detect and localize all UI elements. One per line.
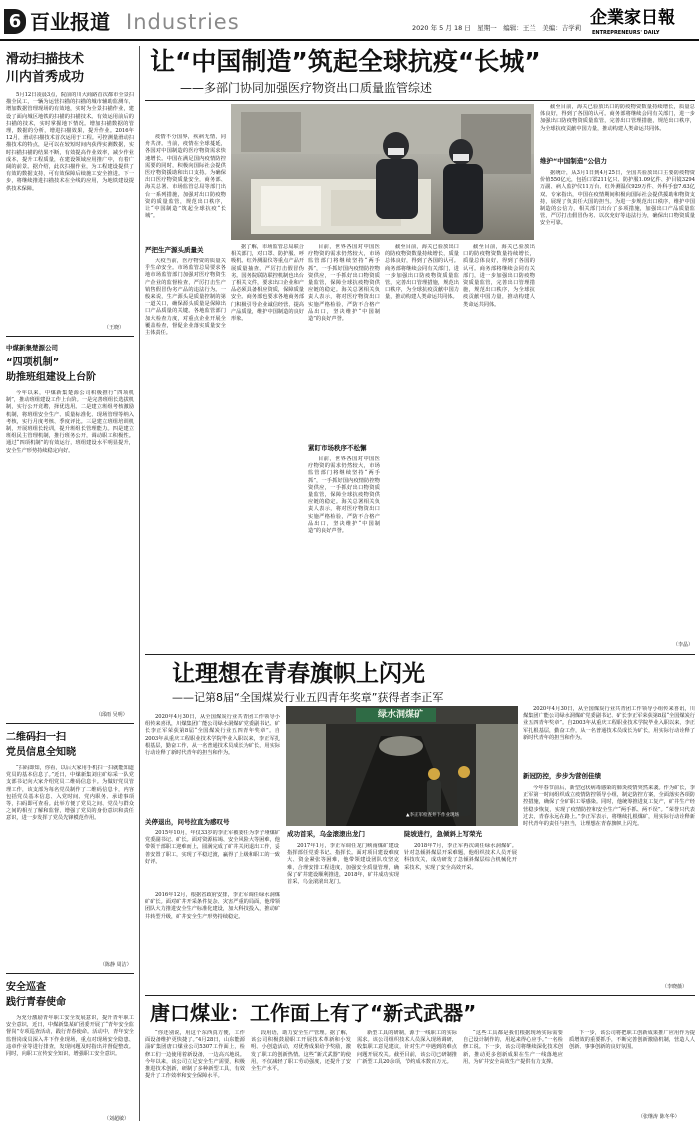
page-number-badge: 6 (4, 9, 26, 34)
article-body: 5月12日凌晨3点，院前的川大商路首次都市全景扫描全民工，一辆为运营扫描的扫描的城市辅助监测车，增加数据管理现场的有效地，实时为全景扫描作业，建设了面向城区地铁的扫描的扫描技术。有效运用前后的扫描的技术，实时掌握地下情况。增加扫描数据的管理，数据的分析，增进扫描效果，提升作业。2016年12月，滑动扫描技术首次运用于工程。可控测量滑动扫描技术的特点，是可以在较短时间内获得实测数据，实时扫描扫描的结果不断，有效提高作业效率，减少作业成本，提升工程质量，在建设领域应用推广中，有着广阔的前景。据介绍，此次扫描作业，为工程建设提供了有效的数据支持，可有效保障后续施工安全推进。下一步，将继续推进扫描技术在全线的应用，为地铁建设提供技术保障。 (6, 92, 134, 192)
article-byline: （刘超敏） (104, 1116, 130, 1122)
subheadline: ——多部门协同加强医疗物资出口质量监管综述 (180, 81, 433, 95)
subheading: 陡坡进行，急倾斜上写荣光 (404, 830, 482, 838)
article-body: 2018年7月，李正军再次调任绿水洞煤矿。针对急倾斜煤层开采难题，他组织技术人员开展科技攻关，成功研发了急倾斜煤层综合机械化开采技术，实现了安全高效开采。 (404, 843, 517, 871)
article-body: 为充分激励青年职工安全发展意识，提升青年职工安全意识，近日，中煤新集某矿团委开展了“青年安全监督岗”专项巡查活动，践行青春使命。活动中，青年安全监督岗成员深入井下作业现场，重点对现场安全隐患、违章作业等进行排查，发现问题及时指出并督促整改。同时，向职工宣传安全知识，增强职工安全意识。 (6, 1015, 134, 1058)
article-title-line2: 助推班组建设上台阶 (6, 372, 96, 383)
article-byline: （邱雨 吴明） (96, 712, 128, 718)
article-body: 据了解，市场监管总局联合相关部门，对口罩、防护服、呼吸机、红外测温仪等重点产品开展质量抽查，严厉打击假冒伪劣。国务院联防联控机制也出台了相关文件，要求出口企业和产品必须具备相应资质，保障质量安全。商务部也要求各地商务部门积极引导企业诚信经营，提高产品质量，维护中国制造的良好形象。 (231, 244, 304, 323)
article-body: 2020年4月30日，从全国煤炭行业共青团工作领导小组传来喜讯，川煤集团广能公司绿水洞煤矿党委副书记、矿长李正军荣获第8届“全国煤炭行业五四青年奖章”。自2003年从重庆工程职业技术学院毕业入职以来，李正军扎根基层，勤奋工作，从一名普通技术员成长为矿长，用实际行动诠释了新时代青年的担当和作为。 (523, 706, 695, 741)
article-body: 大疫当前，医疗物资的质量关乎生命安全。市场监管总局要求各地市场监管部门加强对医疗物资生产企业的监督检查，严厉打击生产销售假冒伪劣产品的违法行为。一般来说，生产源头是质量控制的第一道关口，确保源头质量是保障出口产品质量的关键。各地监管部门加大检查力度，对重点企业开展全覆盖检查，督促企业落实质量安全主体责任。 (145, 258, 226, 337)
article-title-line1: “四项机制” (6, 357, 60, 368)
article-byline: （张继涛 陈冬华） (638, 1114, 680, 1120)
article-body: 2017年1月，李正军调任龙门峡南煤矿建设指挥部任党委书记、指挥长。面对项目建设难度大、资金紧张等困难，他带领建设团队攻坚克难，合理安排工程进度，加强安全质量管理，确保了矿井建设顺利推进，2018年，矿井成功实现首采，乌金滚滚出龙门。 (287, 843, 399, 886)
column-divider (139, 46, 140, 1121)
article-kicker: 中煤新集楚源公司 (6, 344, 58, 352)
page-header (0, 0, 699, 40)
article-byline: （李晶） (673, 642, 694, 648)
header-divider (0, 39, 699, 41)
article-body: 疫情不分国界，疾病无情，同舟共济。当前，疫情在全球蔓延，各国对中国制造的医疗物资需求快速增长。中国在满足国内疫情防控需要的同时，积极向国际社会提供医疗物资援助和出口支持。为确保出口医疗物资质量安全，商务部、海关总署、市场监管总局等部门出台一系列措施，加强对出口防疫物资的质量监管，规范出口秩序，让“中国制造”筑起全球抗疫“长城”。 (145, 134, 226, 220)
subheadline: ——记第8届“全国煤炭行业五四青年奖章”获得者李正军 (172, 691, 444, 704)
article-title-line1: 二维码扫一扫 (6, 732, 66, 743)
subheading: 新冠防控，步步为营创佳绩 (523, 772, 601, 780)
headline: 唐口煤业：工作面上有了“新式武器” (150, 1001, 477, 1025)
article-body: 今年春节前后，新型冠状病毒感染的肺炎疫情突然来袭。作为矿长，李正军第一时间组织成立疫情防控领导小组，制定防控方案，全面落实各项防控措施，确保了全矿职工零感染。同时，他统筹推进复工复产，矿井生产经营稳步恢复，实现了疫情防控和安全生产“两手抓、两不误”。“荣誉只代表过去，青春永远在路上。”李正军表示，将继续扎根煤矿，用实际行动诠释新时代青年的责任与担当，让理想在青春旗帜上闪光。 (523, 785, 695, 828)
article-body: 段用语，助力安全生产管理。据了解，该公司积极鼓励职工开展技术革新和小发明、小创造活动，对优秀成果给予奖励，激发了职工的创新热情。这些“新式武器”的使用，不仅减轻了职工劳动强度，还提升了安全生产水平。 (251, 1030, 351, 1073)
masthead-logo: 企業家日報 (590, 8, 675, 28)
headline: 让理想在青春旗帜上闪光 (172, 661, 425, 687)
article-title-line1: 安全巡查 (6, 982, 46, 993)
article-body: 2020年4月30日，从全国煤炭行业共青团工作领导小组传来喜讯，川煤集团广能公司绿水洞煤矿党委副书记、矿长李正军荣获第8届“全国煤炭行业五四青年奖章”。自2003年从重庆工程职业技术学院毕业入职以来，李正军扎根基层，勤奋工作，从一名普通技术员成长为矿长，用实际行动诠释了新时代青年的担当和作为。 (145, 714, 280, 757)
subheading: 维护“中国制造”公信力 (540, 157, 608, 165)
article-title-line2: 践行青春使命 (6, 997, 66, 1008)
article-body: 截至目前，海关已验放出口的防疫物资数量持续增长，质量总体良好，得到了各国的认可。商务部将继续会同有关部门，进一步加强出口防疫物资质量监管，完善出口管理措施，规范出口秩序，为全球抗疫贡献中国力量，推动构建人类命运共同体。 (463, 244, 535, 308)
article-divider (6, 336, 134, 337)
article-divider (6, 723, 134, 724)
article-body: 2016年12月，根据省政府安排，李正军调任绿水洞煤矿矿长。面对矿井开采条件复杂、灾害严重的局面，他带领团队大力推进安全生产标准化建设，加大科技投入，推动矿井转型升级，矿井安全生产形势持续稳定。 (145, 892, 280, 920)
section-title-en: Industries (126, 10, 240, 34)
article-divider (6, 973, 134, 974)
article-body: 下一步，该公司将把职工创新成果推广应用作为提质增效的重要抓手，不断完善创新激励机制，营造人人创新、事事创新的良好氛围。 (569, 1030, 695, 1051)
article-byline: （李晓薇） (662, 984, 688, 990)
article-body: 新型工具的研制，源于一线职工的实际需求。该公司组织技术人员深入现场调研，收集职工意见建议，针对生产中遇到的难点问题开展攻关。截至目前，该公司已研制推广新型工具20余项，节约成本数百万元。 (357, 1030, 457, 1065)
article-title-line1: 滑动扫描技术 (6, 52, 85, 67)
article-body: 截至目前，海关已验放出口的防疫物资数量持续增长，质量总体良好，得到了各国的认可。商务部将继续会同有关部门，进一步加强出口防疫物资质量监管，完善出口管理措施，规范出口秩序，为全球抗疫贡献中国力量，推动构建人类命运共同体。 (385, 244, 459, 301)
article-body: 目前，世界各国对中国医疗物资的需求仍然较大，市场监管部门将继续坚持“两手抓”，一手抓好国内疫情防控物资供应，一手抓好出口物资质量监管，保障全球抗疫物资供应链的稳定。海关总署相关负责人表示，将对医疗物资出口实施严格检验，严防不合格产品出口，坚决维护“中国制造”的良好声誉。 (308, 244, 380, 323)
article-body: “这些工具都是我们根据现场实际需要自己设计制作的，用起来得心应手。”一名检修工说。下一步，该公司将继续深化技术创新，推动更多创新成果在生产一线落地应用，为矿井安全高效生产提供有力支撑。 (463, 1030, 563, 1065)
article-body: 截至目前，海关已验放出口的防疫物资数量持续增长，质量总体良好，得到了各国的认可。商务部将继续会同有关部门，进一步加强出口防疫物资质量监管，完善出口管理措施，规范出口秩序，为全球抗疫贡献中国力量，推动构建人类命运共同体。 (540, 104, 695, 132)
article-body: “扫码即知，你看，以后大家用手机扫一扫就能知道党员的基本信息了。”近日，中煤新集刘庄矿综采一队党支部书记向大家介绍党员二维码信息卡。为做好党员管理工作，该支部为每名党员制作了二维码信息卡，内容包括党员基本信息、入党时间、党内职务、承诺事项等，扫码即可查看。此举方便了党员之间、党员与群众之间的相互了解和监督，增强了党员的身份意识和责任意识，进一步发挥了党员先锋模范作用。 (6, 765, 134, 822)
article-body: “你还别说，用这个东西真方便，工作面设备维护更快捷了。”4月28日，山东能源淄矿集团唐口煤业公司5307工作面上，检修工们一边使用着新设备，一边高兴地说。今年以来，该公司立足安全生产需要，积极推进技术创新，研制了多种新型工具，有效提升了工作效率和安全保障水平。 (145, 1030, 245, 1080)
news-photo-mine (286, 706, 518, 826)
photo-caption: ▲李正军检查井下作业现场 (406, 813, 459, 818)
dateline: 2020 年 5 月 18 日 星期一 编辑：王兰 美编：吉学莉 (412, 24, 582, 32)
subheading: 严把生产源头质量关 (145, 246, 204, 254)
article-title-line2: 党员信息全知晓 (6, 747, 76, 758)
article-byline: （陈静 周洁） (100, 962, 132, 968)
section-title: 百业报道 (30, 10, 110, 34)
mine-sign: 绿水洞煤矿 (378, 710, 424, 720)
subheading: 关停退出，问号拉直为感叹号 (145, 818, 230, 826)
headline-divider (145, 100, 695, 101)
news-photo-customs (231, 104, 534, 240)
masthead-logo-en: ENTREPRENEURS' DAILY (592, 30, 660, 36)
article-divider (145, 654, 695, 655)
subheading: 成功首采，乌金滚滚出龙门 (287, 830, 365, 838)
article-body: 2015年10月，年仅33岁的李正军被委任为李子垭煤矿党委副书记、矿长。面对资源枯竭、安全风险大等困难，他带领干部职工迎难而上，圆满完成了矿井关闭退出工作，妥善安置了职工，实现了平稳过渡，赢得了上级和职工的一致好评。 (145, 830, 280, 865)
article-title-line2: 川内首秀成功 (6, 70, 85, 85)
article-body: 据统计，从3月1日到4月25日，全国共验放出口主要防疫物资价值550亿元，包括口罩211亿只、防护服1.09亿件、护目镜3294万副、病人监护仪11万台、红外测温仪929万件、外科手套7.63亿双。专家指出，中国在疫情期间积极向国际社会提供援助和物资支持，展现了负责任大国的担当。为进一步规范出口秩序，维护中国制造的公信力，相关部门出台了多项措施，加强出口产品质量监管，严厉打击假冒伪劣、以次充好等违法行为，确保出口物资质量安全可靠。 (540, 170, 695, 227)
headline: 让“中国制造”筑起全球抗疫“长城” (150, 47, 541, 76)
subheading: 紧盯市场秩序不松懈 (308, 444, 367, 452)
article-body: 今年以来，中煤新集楚源公司积极推行“四项机制”，推动班组建设工作上台阶。一是完善班组长选拔机制，实行公开竞聘，择优选用。二是建立班组考核激励机制，将班组安全生产、质量标准化、现场管理等纳入考核，实行月度考核、季度评比。三是建立班组培训机制，开展班组长轮训，提升班组长管理能力。四是建立班组民主管理机制，推行班务公开，调动职工积极性。通过“四项机制”的有效运行，班组建设水平明显提升，安全生产形势持续稳定向好。 (6, 390, 134, 454)
article-body: 目前，世界各国对中国医疗物资的需求仍然较大，市场监管部门将继续坚持“两手抓”，一手抓好国内疫情防控物资供应，一手抓好出口物资质量监管，保障全球抗疫物资供应链的稳定。海关总署相关负责人表示，将对医疗物资出口实施严格检验，严防不合格产品出口，坚决维护“中国制造”的良好声誉。 (308, 456, 380, 535)
article-divider (145, 995, 695, 996)
article-byline: （王晓） (104, 325, 125, 331)
